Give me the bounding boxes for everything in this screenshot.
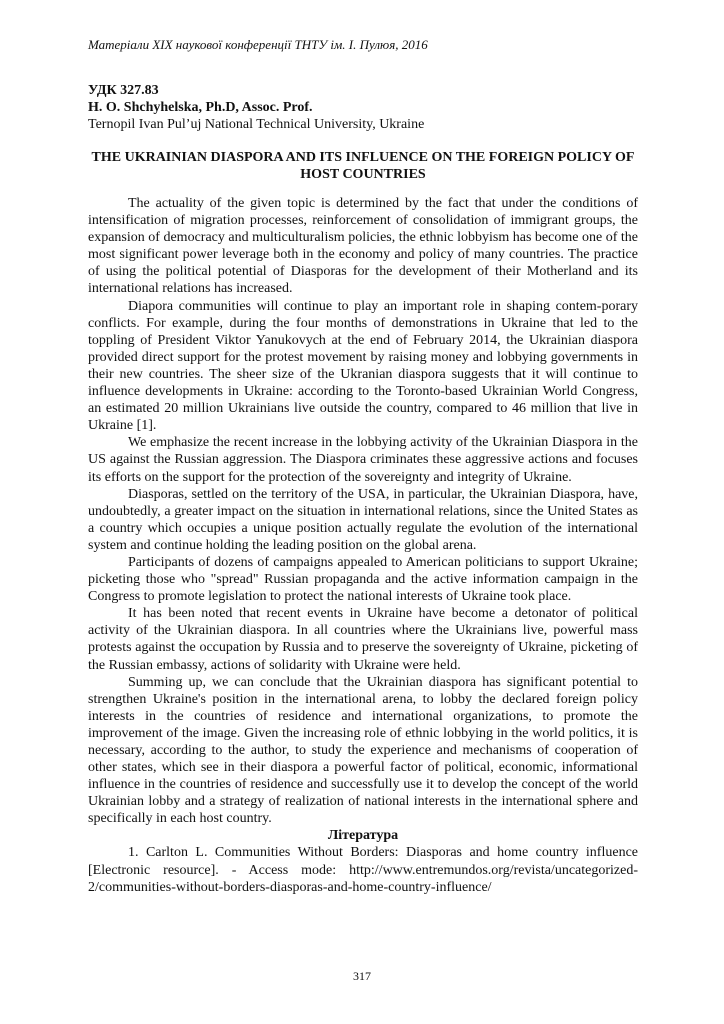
body-paragraph: We emphasize the recent increase in the lobbying activity of the Ukrainian Diaspora in the US against the Russian aggression. The Diaspora criminates these aggressive actions and focuses its efforts on the support for the protection of the sovereignty and integrity of Ukraine. [88,435,638,485]
udc-code: УДК 327.83 [88,83,159,98]
author-line: H. O. Shchyhelska, Ph.D, Assoc. Prof. [88,100,313,115]
references-list [88,844,638,895]
body-paragraph: Diasporas, settled on the territory of the USA, in particular, the Ukrainian Diaspora, have, undoubtedly, a greater impact on the situation in international relations, since the United States as a country which occupies a unique position actually regulate the evolution of the international system and continue holding the leading position on the global arena. [88,486,638,553]
conference-header: Матеріали ХІХ наукової конференції ТНТУ ім. І. Пулюя, 2016 [88,37,428,52]
body-paragraph: Participants of dozens of campaigns appealed to American politicians to support Ukraine; picketing those who "spread" Russian propaganda and the active information campaign in the Congress to promote legislation to protect the national interests of Ukraine took place. [88,554,638,605]
reference-item: 1. Carlton L. Communities Without Borders: Diasporas and home country influence [Electronic resource]. - Access mode: http://www.entremundos.org/revista/uncategorized-2/communities-without-borders-diasporas-and-home-country-influence/ [88,845,638,895]
body-paragraph: The actuality of the given topic is determined by the fact that under the conditions of intensification of migration processes, reinforcement of consolidation of immigrant groups, the expansion of democracy and multiculturalism policies, the ethnic lobbyism has become one of the most significant power leverage both in the economy and policy of many countries. The practice of using the political potential of Diasporas for the development of their Motherland and its international relations has increased. [88,196,638,297]
body-paragraph: Summing up, we can conclude that the Ukrainian diaspora has significant potential to strengthen Ukraine's position in the international arena, to lobby the declared foreign policy interests in the countries of residence and international organizations, to promote the improvement of the image. Given the increasing role of ethnic lobbying in the world politics, it is necessary, according to the author, to study the experience and mechanisms of cooperation of other states, which see in their diaspora a powerful factor of political, economic, informational influence in the countries of residence and successfully use it to develop the concept of the world Ukrainian lobby and a strategy of realization of national interests in the international sphere and specifically in each host country. [88,674,638,827]
body-paragraph: It has been noted that recent events in Ukraine have become a detonator of political activity of the Ukrainian diaspora. In all countries where the Ukrainians live, powerful mass protests against the occupation by Russia and to preserve the sovereignty of Ukraine, picketing of the Russian embassy, actions of solidarity with Ukraine were held. [88,606,638,673]
article-title: THE UKRAINIAN DIASPORA AND ITS INFLUENCE ON THE FOREIGN POLICY OF HOST COUNTRIES [91,150,635,182]
body-paragraph: Diapora communities will continue to play an important role in shaping contem-porary conflicts. For example, during the four months of demonstrations in Ukraine that led to the toppling of President Viktor Yanukovych at the end of February 2014, the Ukrainian diaspora provided direct support for the protest movement by raising money and lobbying governments in their new countries. The sheer size of the Ukranian diaspora suggests that it will continue to influence developments in Ukraine: according to the Toronto-based Ukrainian World Congress, an estimated 20 million Ukrainians live outside the country, compared to 46 million that live in Ukraine [1]. [88,298,638,434]
references-heading: Література [327,828,399,844]
article-body [88,195,638,827]
page-number: 317 [353,969,371,983]
paper-page [88,36,638,896]
author-affiliation: Ternopil Ivan Pul’uj National Technical University, Ukraine [88,117,425,132]
